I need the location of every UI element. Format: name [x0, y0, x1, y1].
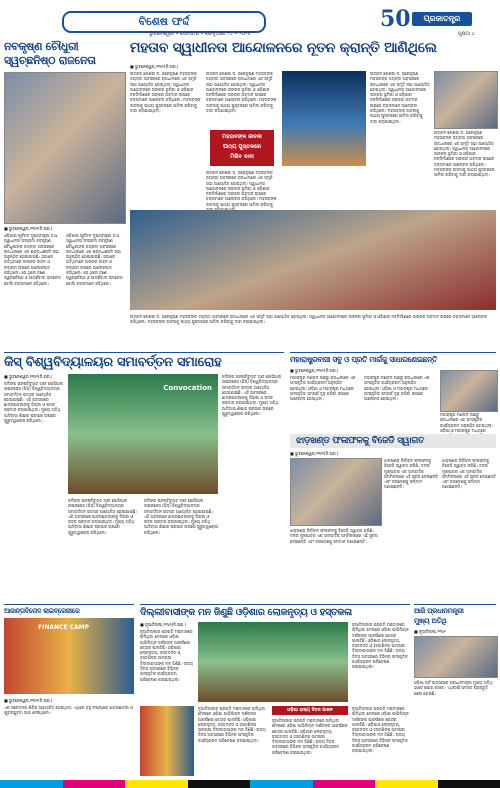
story1-byline: ■ ଭୁବନେଶ୍ୱର,୨୩ା୨(ନି.ପ୍ର.): [4, 226, 53, 231]
story5-byline: ■ ଭୁବନେଶ୍ୱର,୨୩ା୨(ନି.ପ୍ର.): [290, 451, 339, 456]
story8-byline: ■ ନୂଆଦିଲ୍ଲୀ,୨୩ା୨: [414, 629, 446, 634]
story2-photo-event: [130, 210, 496, 310]
page-header: [0, 0, 500, 40]
story3-body-col2: କଳିଙ୍ଗ ଇନଷ୍ଟିଚ୍ୟୁଟ ଅଫ୍ ସୋସିଆଲ ସାଇନ୍ସେସ (କିସ୍) ବିଶ୍ୱବିଦ୍ୟାଳୟର ସମାବର୍ତ୍ତନ ଉତ୍ସବ ଆୟୋଜିତ ହୋଇଯାଇଛି। ଏହି ଅବସରରେ ଛାତ୍ରଛାତ୍ରୀଙ୍କୁ ଡିଗ୍ରୀ ଓ ପଦକ ପ୍ରଦାନ କରାଯାଇଥିଲା। ମୁଖ୍ୟ ଅତିଥି ଆଦିବାସୀ ଶିକ୍ଷାର ପ୍ରସାର ଉପରେ ଗୁରୁତ୍ୱାରୋପ କରିଥିଲେ।: [68, 498, 138, 535]
story2-inset: [210, 130, 274, 166]
story5-photo: [290, 458, 382, 526]
story8-photo: [414, 636, 498, 678]
story-naba-krushna: [4, 40, 124, 350]
divider: [140, 604, 410, 605]
story4-body-col3: ମହାରାଷ୍ଟ୍ର ମଣ୍ଡଳ ପକ୍ଷରୁ ରାଜଧାନୀରେ ଏକ ସାଂସ୍କୃତିକ କାର୍ଯ୍ୟକ୍ରମ ଅନୁଷ୍ଠିତ ହୋଇଥିଲା। ଓଡ଼ିଶା ଓ ମହାରାଷ୍ଟ୍ର ମଧ୍ୟରେ: [440, 412, 494, 433]
story5-headline: ଝାଡ଼ଖଣ୍ଡ ଫଳାଫଳକୁ ବିଜେଡି ସ୍ୱାଗତ: [296, 436, 425, 446]
story1-headline-line2: ସ୍ୱଚ୍ଛନିଷ୍ଠ ରାଜନେତା: [4, 54, 96, 67]
story7-byline: ■ ନୂଆଦିଲ୍ଲୀ,୨୩ା୨(ନି.ପ୍ର.): [140, 622, 187, 627]
story2-byline: ■ ଭୁବନେଶ୍ୱର,୨୩ା୨(ନି.ପ୍ର.): [130, 64, 179, 69]
story3-photo-banner: Convocation: [163, 384, 212, 392]
story6-body: ଏକ ସଚେତନତା ଶିବିର ଆୟୋଜିତ ହୋଇଥିଲା। ଏଥିରେ ବହୁ ସଂଖ୍ୟାରେ ଛାତ୍ରଛାତ୍ରୀ ଓ ଯୁବକଯୁବତୀ ଭାଗ ନେଇଥିଲେ।: [4, 705, 133, 716]
story7-body-col2: ନୂଆଦିଲ୍ଲୀର ପ୍ରଗତି ମଇଦାନରେ ଚାଲିଥିବା ମେଳାରେ ଓଡ଼ିଶା ପାଭିଲିୟନ ଦର୍ଶକଙ୍କ ଆକର୍ଷଣର କେନ୍ଦ୍ର ପାଲଟିଛି। ଓଡ଼ିଶାର ଲୋକନୃତ୍ୟ, ହସ୍ତତନ୍ତ ଓ ହସ୍ତଶିଳ୍ପ ସାମଗ୍ରୀ ଦିଲ୍ଲୀବାସୀଙ୍କ ମନ ଜିଣିଛି। ରାଜ୍ୟ ଦିବସ ଅବସରରେ ବିଭିନ୍ନ ସାଂସ୍କୃତିକ କାର୍ଯ୍ୟକ୍ରମ ପରିବେଷଣ କରାଯାଇଥିଲା।: [352, 622, 409, 670]
story4-photo: [440, 370, 498, 412]
story6-photo: [4, 618, 134, 694]
story4-body: ମହାରାଷ୍ଟ୍ର ମଣ୍ଡଳ ପକ୍ଷରୁ ରାଜଧାନୀରେ ଏକ ସାଂସ୍କୃତିକ କାର୍ଯ୍ୟକ୍ରମ ଅନୁଷ୍ଠିତ ହୋଇଥିଲା। ଓଡ଼ିଶା ଓ ମହାରାଷ୍ଟ୍ର ମଧ୍ୟରେ ସାଂସ୍କୃତିକ ସମ୍ପର୍କ ଦୃଢ଼ କରିବା ଉପରେ ଆଲୋଚନା ହୋଇଥିଲା।: [290, 375, 356, 402]
story2-body-col3: ଉତ୍କଳ କେଶରୀ ଡ. ହରେକୃଷ୍ଣ ମହତାବଙ୍କ ଜୟନ୍ତୀ ଅବସରରେ ରାଜଧାନୀରେ ଏକ ସ୍ମୃତି ସଭା ଆୟୋଜିତ ହୋଇଥିଲା। ସ୍ୱାଧୀନତା ଆନ୍ଦୋଳନରେ ତାଙ୍କର ଭୂମିକା ଓ ଓଡ଼ିଶାର ନବନିର୍ମାଣରେ ତାଙ୍କର ଅବଦାନ ଉପରେ ବକ୍ତାମାନେ ଆଲୋଚନା କରିଥିଲେ। ମହତାବଙ୍କ ଜୀବନୀକୁ ପାଠ୍ୟ ପୁସ୍ତକରେ ସାମିଲ କରିବାକୁ: [206, 170, 277, 207]
story-maharashtra: [290, 352, 496, 432]
story2-body-bottom: ଉତ୍କଳ କେଶରୀ ଡ. ହରେକୃଷ୍ଣ ମହତାବଙ୍କ ଜୟନ୍ତୀ ଅବସରରେ ରାଜଧାନୀରେ ଏକ ସ୍ମୃତି ସଭା ଆୟୋଜିତ ହୋଇଥିଲା। ସ୍ୱାଧୀନତା ଆନ୍ଦୋଳନରେ ତାଙ୍କର ଭୂମିକା ଓ ଓଡ଼ିଶାର ନବନିର୍ମାଣରେ ତାଙ୍କର ଅବଦାନ ଉପରେ ବକ୍ତାମାନେ ଆଲୋଚନା କରିଥିଲେ। ମହତାବଙ୍କ ଜୀବନୀକୁ ପାଠ୍ୟ ପୁସ୍ତକରେ ସାମିଲ କରିବାକୁ ଦାବୀ କରାଯାଇଥିଲା।: [130, 314, 488, 325]
divider: [4, 604, 134, 605]
story8-headline-line1: ଆଜି ପ୍ରଧାନମନ୍ତ୍ରୀ: [414, 607, 464, 615]
story5-body-col2: ଝାଡ଼ଖଣ୍ଡ ନିର୍ବାଚନ ଫଳାଫଳକୁ ବିଜେଡି ସ୍ୱାଗତ କରିଛି। ଦଳର ମୁଖପାତ୍ର ଏକ ସାମ୍ବାଦିକ ସମ୍ମିଳନୀରେ ଏହି ସୂଚନା ଦେଇଛନ୍ତି ଏବଂ ଜନାଦେଶକୁ ସମ୍ମାନ ଜଣାଇଛନ୍ତି।: [384, 458, 438, 490]
story-mahtab: [130, 40, 496, 350]
story6-photo-banner: FINANCE CAMP: [38, 624, 90, 631]
anniversary-logo: 50: [380, 6, 411, 32]
story2-headline: ମହତାବ ସ୍ୱାଧୀନତା ଆନ୍ଦୋଳନରେ ନୂତନ କ୍ରାନ୍ତି ଆଣିଥିଲେ: [130, 40, 437, 56]
story5-body-col3: ଝାଡ଼ଖଣ୍ଡ ନିର୍ବାଚନ ଫଳାଫଳକୁ ବିଜେଡି ସ୍ୱାଗତ କରିଛି। ଦଳର ମୁଖପାତ୍ର ଏକ ସାମ୍ବାଦିକ ସମ୍ମିଳନୀରେ ଏହି ସୂଚନା ଦେଇଛନ୍ତି ଏବଂ ଜନାଦେଶକୁ ସମ୍ମାନ ଜଣାଇଛନ୍ତି।: [442, 458, 496, 490]
page-number: ପୃଷ୍ଠା ୪: [458, 31, 475, 37]
story5-body: ଝାଡ଼ଖଣ୍ଡ ନିର୍ବାଚନ ଫଳାଫଳକୁ ବିଜେଡି ସ୍ୱାଗତ କରିଛି। ଦଳର ମୁଖପାତ୍ର ଏକ ସାମ୍ବାଦିକ ସମ୍ମିଳନୀରେ ଏହି ସୂଚନା ଦେଇଛନ୍ତି ଏବଂ ଜନାଦେଶକୁ ସମ୍ମାନ ଜଣାଇଛନ୍ତି।: [290, 528, 378, 544]
story7-body: ନୂଆଦିଲ୍ଲୀର ପ୍ରଗତି ମଇଦାନରେ ଚାଲିଥିବା ମେଳାରେ ଓଡ଼ିଶା ପାଭିଲିୟନ ଦର୍ଶକଙ୍କ ଆକର୍ଷଣର କେନ୍ଦ୍ର ପାଲଟିଛି। ଓଡ଼ିଶାର ଲୋକନୃତ୍ୟ, ହସ୍ତତନ୍ତ ଓ ହସ୍ତଶିଳ୍ପ ସାମଗ୍ରୀ ଦିଲ୍ଲୀବାସୀଙ୍କ ମନ ଜିଣିଛି। ରାଜ୍ୟ ଦିବସ ଅବସରରେ ବିଭିନ୍ନ ସାଂସ୍କୃତିକ କାର୍ଯ୍ୟକ୍ରମ ପରିବେଷଣ କରାଯାଇଥିଲା।: [140, 629, 193, 682]
story7-photo-crafts: [140, 706, 194, 776]
dateline: ଭୁବନେଶ୍ୱର • ସୋମବାର • ଫେବୃଆରୀ ୨୪ • ୨୦୨୫: [149, 31, 251, 37]
story3-body: କଳିଙ୍ଗ ଇନଷ୍ଟିଚ୍ୟୁଟ ଅଫ୍ ସୋସିଆଲ ସାଇନ୍ସେସ (କିସ୍) ବିଶ୍ୱବିଦ୍ୟାଳୟର ସମାବର୍ତ୍ତନ ଉତ୍ସବ ଆୟୋଜିତ ହୋଇଯାଇଛି। ଏହି ଅବସରରେ ଛାତ୍ରଛାତ୍ରୀଙ୍କୁ ଡିଗ୍ରୀ ଓ ପଦକ ପ୍ରଦାନ କରାଯାଇଥିଲା। ମୁଖ୍ୟ ଅତିଥି ଆଦିବାସୀ ଶିକ୍ଷାର ପ୍ରସାର ଉପରେ ଗୁରୁତ୍ୱାରୋପ କରିଥିଲେ।: [4, 381, 64, 424]
story7-photo-dance: [198, 622, 348, 702]
story7-headline: ଦିଲ୍ଲୀବାସୀଙ୍କ ମନ ଜିଣୁଛି ଓଡ଼ିଶାର ଲୋକନୃତ୍ୟ ଓ ହସ୍ତକଳା: [140, 607, 352, 618]
story2-body-col2: ଉତ୍କଳ କେଶରୀ ଡ. ହରେକୃଷ୍ଣ ମହତାବଙ୍କ ଜୟନ୍ତୀ ଅବସରରେ ରାଜଧାନୀରେ ଏକ ସ୍ମୃତି ସଭା ଆୟୋଜିତ ହୋଇଥିଲା। ସ୍ୱାଧୀନତା ଆନ୍ଦୋଳନରେ ତାଙ୍କର ଭୂମିକା ଓ ଓଡ଼ିଶାର ନବନିର୍ମାଣରେ ତାଙ୍କର ଅବଦାନ ଉପରେ ବକ୍ତାମାନେ ଆଲୋଚନା କରିଥିଲେ। ମହତାବଙ୍କ ଜୀବନୀକୁ ପାଠ୍ୟ ପୁସ୍ତକରେ ସାମିଲ କରିବାକୁ ଦାବୀ କରାଯାଇଥିଲା।: [206, 71, 277, 114]
story8-body: ଓଡ଼ିଶା ପର୍ବ ଉତ୍ସବରେ ପ୍ରଧାନମନ୍ତ୍ରୀ ମୁଖ୍ୟ ଅତିଥି ଭାବେ ଯୋଗ ଦେବେ। ଏଥିପାଇଁ ସମସ୍ତ ପ୍ରସ୍ତୁତି ଶେଷ ହୋଇଛି।: [414, 680, 493, 696]
story2-body: ଉତ୍କଳ କେଶରୀ ଡ. ହରେକୃଷ୍ଣ ମହତାବଙ୍କ ଜୟନ୍ତୀ ଅବସରରେ ରାଜଧାନୀରେ ଏକ ସ୍ମୃତି ସଭା ଆୟୋଜିତ ହୋଇଥିଲା। ସ୍ୱାଧୀନତା ଆନ୍ଦୋଳନରେ ତାଙ୍କର ଭୂମିକା ଓ ଓଡ଼ିଶାର ନବନିର୍ମାଣରେ ତାଙ୍କର ଅବଦାନ ଉପରେ ବକ୍ତାମାନେ ଆଲୋଚନା କରିଥିଲେ। ମହତାବଙ୍କ ଜୀବନୀକୁ ପାଠ୍ୟ ପୁସ୍ତକରେ ସାମିଲ କରିବାକୁ ଦାବୀ କରାଯାଇଥିଲା।: [130, 71, 201, 114]
story3-body-col3: କଳିଙ୍ଗ ଇନଷ୍ଟିଚ୍ୟୁଟ ଅଫ୍ ସୋସିଆଲ ସାଇନ୍ସେସ (କିସ୍) ବିଶ୍ୱବିଦ୍ୟାଳୟର ସମାବର୍ତ୍ତନ ଉତ୍ସବ ଆୟୋଜିତ ହୋଇଯାଇଛି। ଏହି ଅବସରରେ ଛାତ୍ରଛାତ୍ରୀଙ୍କୁ ଡିଗ୍ରୀ ଓ ପଦକ ପ୍ରଦାନ କରାଯାଇଥିଲା। ମୁଖ୍ୟ ଅତିଥି ଆଦିବାସୀ ଶିକ୍ଷାର ପ୍ରସାର ଉପରେ ଗୁରୁତ୍ୱାରୋପ କରିଥିଲେ।: [144, 498, 218, 535]
story3-photo: [68, 374, 218, 494]
story-delhi-odisha: [140, 604, 410, 778]
story1-body-col2: ଓଡ଼ିଶାର ପୂର୍ବତନ ମୁଖ୍ୟମନ୍ତ୍ରୀ ତଥା ସ୍ୱାଧୀନତା ସଂଗ୍ରାମୀ ନବକୃଷ୍ଣ ଚୌଧୁରୀଙ୍କ ଜୟନ୍ତୀ ଅବସରରେ ରାଜଧାନୀରେ ଏକ ଶ୍ରଦ୍ଧାଞ୍ଜଳି ସଭା ଅନୁଷ୍ଠିତ ହୋଇଯାଇଛି। ସଭାରେ ଅତିଥିମାନେ ତାଙ୍କର ଜୀବନ ଓ ସଂଗ୍ରାମ ଉପରେ ଆଲୋକପାତ କରିଥିଲେ। ସେ ଥିଲେ ଜଣେ ସ୍ୱଚ୍ଛନିଷ୍ଠ ଓ ଆଦର୍ଶବାଦୀ ରାଜନେତା ବୋଲି ବକ୍ତାମାନେ କହିଥିଲେ।: [66, 233, 123, 286]
story-kiss-convocation: [4, 352, 284, 600]
newspaper-brand: ପ୍ରଜାତନ୍ତ୍ର: [412, 12, 472, 26]
story2-inset-line3: ମିଶିବ ଦାବୀ: [230, 154, 254, 160]
story-bjd-jharkhand: [290, 434, 496, 600]
story2-body-col5: ଉତ୍କଳ କେଶରୀ ଡ. ହରେକୃଷ୍ଣ ମହତାବଙ୍କ ଜୟନ୍ତୀ ଅବସରରେ ରାଜଧାନୀରେ ଏକ ସ୍ମୃତି ସଭା ଆୟୋଜିତ ହୋଇଥିଲା। ସ୍ୱାଧୀନତା ଆନ୍ଦୋଳନରେ ତାଙ୍କର ଭୂମିକା ଓ ଓଡ଼ିଶାର ନବନିର୍ମାଣରେ ତାଙ୍କର ଅବଦାନ ଉପରେ ବକ୍ତାମାନେ ଆଲୋଚନା କରିଥିଲେ। ମହତାବଙ୍କ ଜୀବନୀକୁ ପାଠ୍ୟ ପୁସ୍ତକରେ ସାମିଲ କରିବାକୁ ଦାବୀ କରାଯାଇଥିଲା।: [434, 130, 495, 178]
story4-body-col2: ମହାରାଷ୍ଟ୍ର ମଣ୍ଡଳ ପକ୍ଷରୁ ରାଜଧାନୀରେ ଏକ ସାଂସ୍କୃତିକ କାର୍ଯ୍ୟକ୍ରମ ଅନୁଷ୍ଠିତ ହୋଇଥିଲା। ଓଡ଼ିଶା ଓ ମହାରାଷ୍ଟ୍ର ମଧ୍ୟରେ ସାଂସ୍କୃତିକ ସମ୍ପର୍କ ଦୃଢ଼ କରିବା ଉପରେ ଆଲୋଚନା ହୋଇଥିଲା।: [364, 375, 430, 402]
story7-body-col3: ନୂଆଦିଲ୍ଲୀର ପ୍ରଗତି ମଇଦାନରେ ଚାଲିଥିବା ମେଳାରେ ଓଡ଼ିଶା ପାଭିଲିୟନ ଦର୍ଶକଙ୍କ ଆକର୍ଷଣର କେନ୍ଦ୍ର ପାଲଟିଛି। ଓଡ଼ିଶାର ଲୋକନୃତ୍ୟ, ହସ୍ତତନ୍ତ ଓ ହସ୍ତଶିଳ୍ପ ସାମଗ୍ରୀ ଦିଲ୍ଲୀବାସୀଙ୍କ ମନ ଜିଣିଛି। ରାଜ୍ୟ ଦିବସ ଅବସରରେ ବିଭିନ୍ନ ସାଂସ୍କୃତିକ କାର୍ଯ୍ୟକ୍ରମ ପରିବେଷଣ କରାଯାଇଥିଲା।: [198, 706, 266, 743]
story1-body: ଓଡ଼ିଶାର ପୂର୍ବତନ ମୁଖ୍ୟମନ୍ତ୍ରୀ ତଥା ସ୍ୱାଧୀନତା ସଂଗ୍ରାମୀ ନବକୃଷ୍ଣ ଚୌଧୁରୀଙ୍କ ଜୟନ୍ତୀ ଅବସରରେ ରାଜଧାନୀରେ ଏକ ଶ୍ରଦ୍ଧାଞ୍ଜଳି ସଭା ଅନୁଷ୍ଠିତ ହୋଇଯାଇଛି। ସଭାରେ ଅତିଥିମାନେ ତାଙ୍କର ଜୀବନ ଓ ସଂଗ୍ରାମ ଉପରେ ଆଲୋକପାତ କରିଥିଲେ। ସେ ଥିଲେ ଜଣେ ସ୍ୱଚ୍ଛନିଷ୍ଠ ଓ ଆଦର୍ଶବାଦୀ ରାଜନେତା ବୋଲି ବକ୍ତାମାନେ କହିଥିଲେ।: [4, 233, 61, 286]
divider: [414, 604, 496, 605]
story4-byline: ■ ଭୁବନେଶ୍ୱର,୨୩ା୨(ନି.ପ୍ର.): [290, 368, 339, 373]
story2-body-col4: ଉତ୍କଳ କେଶରୀ ଡ. ହରେକୃଷ୍ଣ ମହତାବଙ୍କ ଜୟନ୍ତୀ ଅବସରରେ ରାଜଧାନୀରେ ଏକ ସ୍ମୃତି ସଭା ଆୟୋଜିତ ହୋଇଥିଲା। ସ୍ୱାଧୀନତା ଆନ୍ଦୋଳନରେ ତାଙ୍କର ଭୂମିକା ଓ ଓଡ଼ିଶାର ନବନିର୍ମାଣରେ ତାଙ୍କର ଅବଦାନ ଉପରେ ବକ୍ତାମାନେ ଆଲୋଚନା କରିଥିଲେ। ମହତାବଙ୍କ ଜୀବନୀକୁ ପାଠ୍ୟ ପୁସ୍ତକରେ ସାମିଲ କରିବାକୁ ଦାବୀ କରାଯାଇଥିଲା।: [370, 71, 430, 124]
story1-headline-line1: ନବକୃଷ୍ଣ ଚୌଧୁରୀ: [4, 40, 79, 53]
story3-headline: କିସ୍ ବିଶ୍ୱବିଦ୍ୟାଳୟର ସମାବର୍ତ୍ତନ ସମାରୋହ: [4, 355, 222, 370]
story2-inset-line2: ପାଠ୍ୟ ପୁସ୍ତକରେ: [222, 144, 262, 150]
story8-headline-line2: ମୁଖ୍ୟ ଅତିଥି: [414, 617, 447, 625]
story3-byline: ■ ଭୁବନେଶ୍ୱର,୨୩ା୨(ନି.ପ୍ର.): [4, 374, 53, 379]
story1-photo: [4, 72, 126, 224]
story2-photo-portrait: [434, 71, 498, 129]
divider: [290, 352, 496, 353]
story-pm-chief-guest: [414, 604, 496, 778]
color-registration-strip: [0, 780, 500, 788]
story7-inset: ଓଡ଼ିଶା ରାଜ୍ୟ ଦିବସ ପାଳନ: [272, 706, 348, 715]
story2-inset-line1: ମହତାବଙ୍କ ଜୀବନୀ: [222, 134, 262, 140]
story7-body-col5: ନୂଆଦିଲ୍ଲୀର ପ୍ରଗତି ମଇଦାନରେ ଚାଲିଥିବା ମେଳାରେ ଓଡ଼ିଶା ପାଭିଲିୟନ ଦର୍ଶକଙ୍କ ଆକର୍ଷଣର କେନ୍ଦ୍ର ପାଲଟିଛି। ଓଡ଼ିଶାର ଲୋକନୃତ୍ୟ, ହସ୍ତତନ୍ତ ଓ ହସ୍ତଶିଳ୍ପ ସାମଗ୍ରୀ ଦିଲ୍ଲୀବାସୀଙ୍କ ମନ ଜିଣିଛି। ରାଜ୍ୟ ଦିବସ ଅବସରରେ ବିଭିନ୍ନ ସାଂସ୍କୃତିକ କାର୍ଯ୍ୟକ୍ରମ ପରିବେଷଣ କରାଯାଇଥିଲା।: [352, 706, 409, 754]
story6-byline: ■ ଭୁବନେଶ୍ୱର,୨୩ା୨(ନି.ପ୍ର.): [4, 698, 53, 703]
divider: [4, 352, 284, 353]
story2-photo-speaker: [282, 71, 366, 166]
story4-headline: ମହାରାଷ୍ଟ୍ରବାସୀ ସବୁ ଓ ପ୍ରତି ମାର୍ଗକୁ ସାଧାରଣେଇଛନ୍ତି: [290, 355, 438, 364]
story7-body-col4: ନୂଆଦିଲ୍ଲୀର ପ୍ରଗତି ମଇଦାନରେ ଚାଲିଥିବା ମେଳାରେ ଓଡ଼ିଶା ପାଭିଲିୟନ ଦର୍ଶକଙ୍କ ଆକର୍ଷଣର କେନ୍ଦ୍ର ପାଲଟିଛି। ଓଡ଼ିଶାର ଲୋକନୃତ୍ୟ, ହସ୍ତତନ୍ତ ଓ ହସ୍ତଶିଳ୍ପ ସାମଗ୍ରୀ ଦିଲ୍ଲୀବାସୀଙ୍କ ମନ ଜିଣିଛି। ରାଜ୍ୟ ଦିବସ ଅବସରରେ ବିଭିନ୍ନ ସାଂସ୍କୃତିକ କାର୍ଯ୍ୟକ୍ରମ ପରିବେଷଣ କରାଯାଇଥିଲା।: [272, 718, 348, 755]
story-library-camp: [4, 604, 134, 778]
section-tag: ବିଶେଷ ଫର୍ଦ୍ଦ: [62, 11, 266, 33]
story3-body-col4: କଳିଙ୍ଗ ଇନଷ୍ଟିଚ୍ୟୁଟ ଅଫ୍ ସୋସିଆଲ ସାଇନ୍ସେସ (କିସ୍) ବିଶ୍ୱବିଦ୍ୟାଳୟର ସମାବର୍ତ୍ତନ ଉତ୍ସବ ଆୟୋଜିତ ହୋଇଯାଇଛି। ଏହି ଅବସରରେ ଛାତ୍ରଛାତ୍ରୀଙ୍କୁ ଡିଗ୍ରୀ ଓ ପଦକ ପ୍ରଦାନ କରାଯାଇଥିଲା। ମୁଖ୍ୟ ଅତିଥି ଆଦିବାସୀ ଶିକ୍ଷାର ପ୍ରସାର ଉପରେ ଗୁରୁତ୍ୱାରୋପ କରିଥିଲେ।: [222, 374, 282, 417]
story6-headline: ଆଜାନ୍ତାବିନୋଦ ଲାଇବ୍ରେରୀରେ: [4, 607, 80, 615]
